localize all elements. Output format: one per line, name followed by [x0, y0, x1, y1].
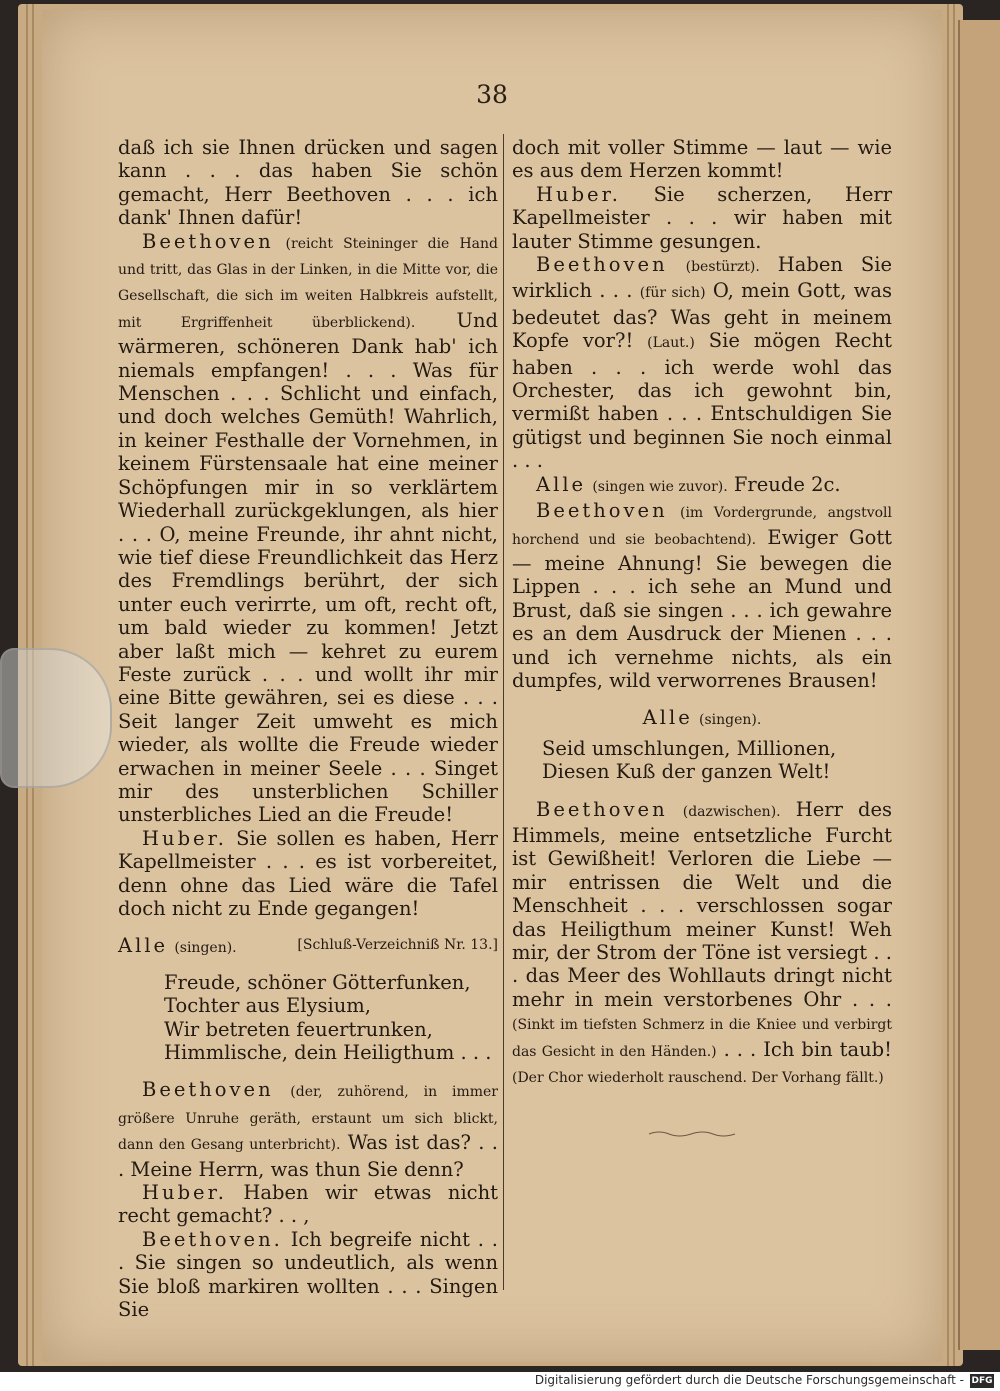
- paragraph: [512, 183, 892, 253]
- book-page: [42, 10, 942, 1362]
- stage-direction: (singen).: [698, 712, 762, 729]
- speaker-name: Beethoven: [142, 1078, 274, 1102]
- page-number: 38: [476, 80, 508, 109]
- stage-direction: (reicht Steininger die Hand und tritt, das Glas in der Linken, in die Mitte vor, die Gesellschaft, die sich im weiten Halbkreis aufstellt, mit Ergriffenheit überblickend).: [118, 235, 498, 331]
- dialogue-text: Sie sollen es haben, Herr Kapellmeister . . . es ist vorbereitet, denn ohne das Lied wäre die Tafel doch nicht zu Ende gegangen!: [118, 826, 499, 920]
- speaker-name: Beethoven: [536, 499, 668, 523]
- speaker-name: Huber.: [142, 826, 227, 850]
- dialogue-text: Ich begreife nicht . . . Sie singen so undeutlich, als wenn Sie bloß markiren wollten . . . Singen Sie: [118, 1227, 498, 1322]
- paragraph: [118, 827, 498, 921]
- closing-ornament: [647, 1130, 737, 1138]
- paragraph: [512, 499, 892, 692]
- verse-line: Diesen Kuß der ganzen Welt!: [542, 760, 831, 784]
- footer-bar: [0, 1372, 1000, 1391]
- song-verse: [164, 971, 498, 1065]
- stage-direction: (Laut.): [647, 335, 695, 352]
- speaker-name: Beethoven: [536, 797, 668, 821]
- dialogue-text: Und wärmeren, schöneren Dank hab' ich niemals empfangen! . . . Was für Menschen . . . Schlicht und einfach, und doch welches Gemüth! Wahrlich, in keiner Festhalle der Vornehmen, in keinem Fürstensaale hat eine meiner Schöpfungen mir in so verklärtem Wiederhall zurückgeklungen, als hier . . . O, meine Freunde, ihr ahnt nicht, wie tief diese Freundlichkeit das Herz des Fremdlings berührt, der sich unter euch verirrte, um oft, recht oft, um bald wieder zu kommen! Jetzt aber laßt mich — kehret zu eurem Feste zurück . . . und wollt ihr mir eine Bitte gewähren, sei es diese . . . Seit langer Zeit umweht es mich wieder, als wollte die Freude wieder erwachen in meiner Seele . . . Singet mir des unsterblichen Schiller unsterbliches Lied an die Freude!: [118, 308, 498, 827]
- verse-line: Himmlische, dein Heiligthum . . .: [164, 1041, 492, 1065]
- speaker-name: Huber.: [142, 1181, 227, 1205]
- speaker-name: Beethoven.: [142, 1227, 283, 1251]
- paragraph: [118, 1181, 498, 1228]
- verse-line: Freude, schöner Götterfunken,: [164, 970, 471, 994]
- stage-direction: (der, zuhörend, in immer größere Unruhe geräth, erstaunt um sich blickt, dann den Gesang unterbricht).: [118, 1084, 498, 1154]
- song-reference: [Schluß-Verzeichniß Nr. 13.]: [297, 937, 498, 954]
- speaker-name: Alle: [118, 934, 169, 958]
- dialogue-text: . . . Ich bin taub!: [723, 1037, 892, 1061]
- funding-notice: Digitalisierung gefördert durch die Deutsche Forschungsgemeinschaft -: [534, 1373, 964, 1387]
- paragraph: [512, 706, 892, 732]
- paragraph: [512, 473, 892, 499]
- dialogue-text: Ewiger Gott — meine Ahnung! Sie bewegen die Lippen . . . ich sehe an Mund und Brust, daß sie singen . . . ich gewahre es an dem Ausdruck der Mienen . . . und ich vernehme nichts, als ein dumpfes, wild verworrenes Brausen!: [512, 525, 893, 692]
- speaker-name: Huber.: [536, 182, 621, 206]
- stage-direction: (singen).: [174, 940, 237, 957]
- verse-line: Wir betreten feuertrunken,: [164, 1017, 433, 1041]
- dialogue-text: O, mein Gott, was bedeutet das? Was geht in meinem Kopfe vor?!: [512, 279, 892, 353]
- left-column: [118, 136, 498, 1322]
- dialogue-text: Was ist das? . . . Meine Herrn, was thun Sie denn?: [118, 1131, 498, 1181]
- dialogue-text: Sie mögen Recht haben . . . ich werde wohl das Orchester, das ich gewohnt bin, vermißt haben . . . Entschuldigen Sie gütigst und beginnen Sie noch einmal . . .: [512, 329, 892, 473]
- speaker-name: Beethoven: [536, 253, 668, 277]
- paragraph: [118, 934, 498, 960]
- speaker-name: Alle: [536, 472, 587, 496]
- stage-direction: (singen wie zuvor).: [592, 478, 728, 495]
- facing-page-edge: [958, 20, 1000, 1350]
- stage-direction: (Sinkt im tiefsten Schmerz in die Kniee und verbirgt das Gesicht in den Händen.): [512, 1017, 892, 1060]
- paragraph: daß ich sie Ihnen drücken und sagen kann . . . das haben Sie schön gemacht, Herr Beethoven . . . ich dank' Ihnen dafür!: [118, 136, 498, 230]
- paragraph: [118, 1078, 498, 1181]
- page-clip: [0, 648, 112, 788]
- column-divider: [503, 134, 504, 1290]
- verse-line: Tochter aus Elysium,: [164, 994, 371, 1018]
- dialogue-text: Haben Sie wirklich . . .: [512, 253, 893, 303]
- paragraph: [512, 253, 892, 473]
- dialogue-text: Herr des Himmels, meine entsetzliche Furcht ist Gewißheit! Verloren die Liebe — mir entrissen die Welt und die Menschheit . . . verschlossen sogar das Heiligthum meiner Kunst! Weh mir, der Strom der Töne ist versiegt . . . das Meer des Wohllauts dringt nicht mehr in mein verstorbenes Ohr . . .: [512, 797, 892, 1011]
- dialogue-text: Sie scherzen, Herr Kapellmeister . . . wir haben mit lauter Stimme gesungen.: [512, 182, 893, 253]
- dialogue-text: Freude 2c.: [733, 472, 841, 496]
- stage-direction: (dazwischen).: [682, 803, 781, 820]
- stage-direction: (im Vordergrunde, angstvoll horchend und sie beobachtend).: [512, 505, 892, 548]
- paragraph: [118, 1228, 498, 1322]
- stage-direction: (für sich): [639, 285, 706, 302]
- stage-direction: (Der Chor wiederholt rauschend. Der Vorhang fällt.): [512, 1070, 884, 1087]
- paragraph: [118, 230, 498, 827]
- verse-line: Seid umschlungen, Millionen,: [542, 736, 837, 760]
- right-column: [512, 136, 892, 1090]
- stage-direction: (bestürzt).: [685, 259, 760, 276]
- speaker-name: Alle: [642, 706, 693, 730]
- song-verse: [542, 737, 892, 784]
- dialogue-text: Haben wir etwas nicht recht gemacht? . . ,: [118, 1181, 498, 1228]
- speaker-name: Beethoven: [142, 229, 274, 253]
- paragraph: doch mit voller Stimme — laut — wie es aus dem Herzen kommt!: [512, 136, 892, 183]
- paragraph: [512, 798, 892, 1091]
- dfg-logo: DFG: [971, 1376, 993, 1386]
